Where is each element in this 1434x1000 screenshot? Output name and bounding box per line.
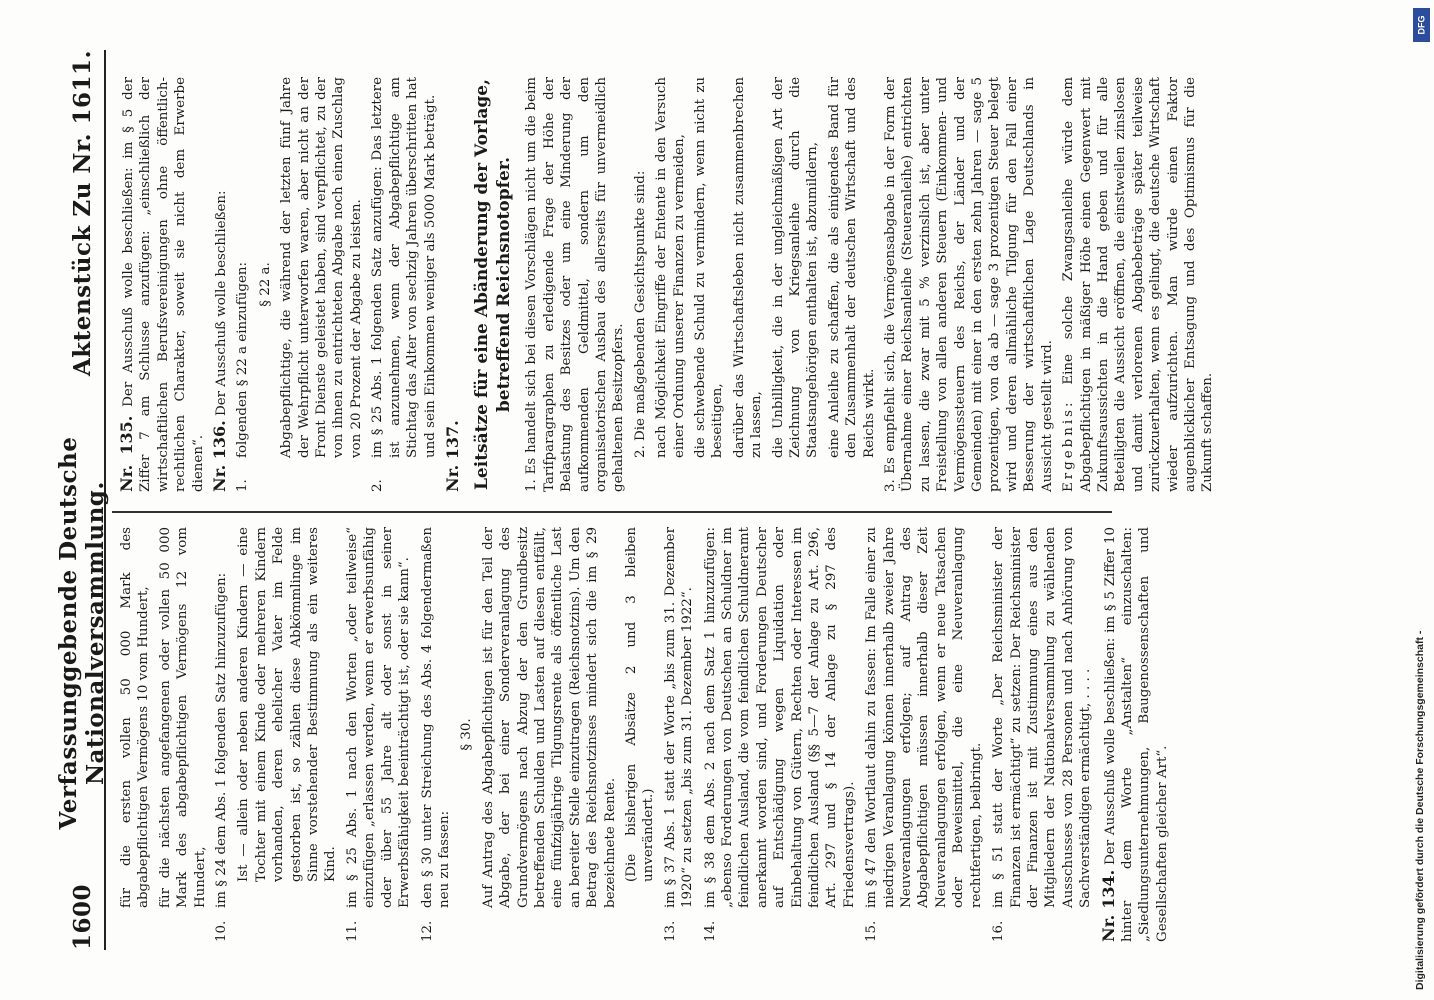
item-text: im § 24 dem Abs. 1 folgenden Satz hinzuzufügen: bbox=[214, 572, 230, 908]
list-item bbox=[990, 527, 1094, 942]
page-title: Verfassunggebende Deutsche Nationalversammlung. bbox=[55, 436, 109, 830]
item-text: im § 37 Abs. 1 statt der Worte „bis zum 31. Dezember 1920“ zu setzen „bis zum 31. Dezember 1922“. bbox=[662, 527, 696, 908]
motion-text: Der Ausschuß wolle beschließen: im § 5 Ziffer 10 hinter dem Worte „Anstalten“ einzuschalten: „Siedlungsunternehmungen, Baugenossenschaften und Gesellschaften gleicher Art“. bbox=[1102, 527, 1170, 942]
item-text: den § 30 unter Streichung des Abs. 4 folgendermaßen neu zu fassen: bbox=[419, 527, 452, 908]
motion-text: Der Ausschuß wolle beschließen: im § 5 der Ziffer 7 am Schlusse anzufügen: „einschließlich der wirtschaftlichen Berufsvereinigungen ohne öffentlich-rechtlichen Charakter, soweit sie nicht dem Erwerbe dienen“. bbox=[121, 77, 206, 492]
section-text: Abgabepflichtige, die während der letzten fünf Jahre der Wehrpflicht unterworfen waren, aber nicht an der Front Dienste geleistet haben, sind verpflichtet, zu der von ihnen zu entrichteten Abgabe noch einen Zuschlag von 20 Prozent der Abgabe zu leisten. bbox=[279, 77, 364, 458]
motion-number: Nr. 134. bbox=[1098, 869, 1118, 942]
item-number: 14. bbox=[702, 920, 718, 942]
credit-sidebar bbox=[1410, 0, 1434, 1000]
item-text: folgenden § 22 a einzufügen: bbox=[235, 261, 251, 458]
paragraph-3: 3. Es empfiehlt sich, die Vermögensabgabe in der Form der Übernahme einer Reichsanleihe (Steueranleihe) entrichten zu lassen, die zwar mit 5 % verzinslich ist, aber unter Freistellung von allen anderen Steuern (Einkommen- und Vermögenssteuern des Reichs, der Länder und der Gemeinden) mit einer in den ersten zehn Jahren — sage 5 prozentigen, von da ab — sage 3 prozentigen Steuer belegt wird und deren allmähliche Tilgung für den Fall einer Besserung der wirtschaftlichen Lage Deutschlands in Aussicht gestellt wird. bbox=[883, 77, 1055, 492]
list-item bbox=[234, 77, 251, 492]
motion-number: Nr. 136. bbox=[210, 420, 230, 492]
list-item: die Unbilligkeit, die in der ungleichmäßigen Art der Zeichnung von Kriegsanleihe durch die Staatsangehörigen enthalten ist, abzumildern, bbox=[770, 77, 821, 458]
paragraph-2: 2. Die maßgebenden Gesichtspunkte sind: bbox=[632, 170, 648, 458]
document-reference: Aktenstück Zu Nr. 1611. bbox=[68, 50, 96, 377]
item-number: 16. bbox=[991, 920, 1007, 942]
item-quote: Ist — allein oder neben anderen Kindern — eine Tochter mit einem Kinde oder mehreren Kindern vorhanden, deren ehelicher Vater im Felde gestorben ist, so zählen diese Abkömmlinge im Sinne vorstehender Bestimmung als ein weiteres Kind. bbox=[236, 527, 339, 882]
item-text: im § 25 Abs. 1 nach den Worten „oder teilweise“ einzufügen „erlassen werden, wenn er erwerbsunfähig oder über 55 Jahre alt oder sonst in seiner Erwerbsfähigkeit beeinträchtigt ist, oder sie kann“. bbox=[344, 527, 413, 908]
item-text: im § 51 statt der Worte „Der Reichsminister der Finanzen ist ermächtigt“ zu setzen: Der Reichsminister der Finanzen ist mit Zustimmung eines aus den Mitgliedern der Nationalversammlung zu wählenden Ausschusses von 28 Personen und nach Anhörung von Sachverständigen ermächtigt, . . . . bbox=[991, 527, 1094, 908]
section-heading: § 22 a. bbox=[257, 262, 273, 307]
dfg-label: DFG bbox=[1416, 15, 1427, 35]
intro-text-1: für die ersten vollen 50 000 Mark des abgabepflichtigen Vermögens 10 vom Hundert, bbox=[119, 527, 152, 908]
list-item: die schwebende Schuld zu vermindern, wenn nicht zu beseitigen, bbox=[692, 77, 726, 458]
paragraph-4 bbox=[1060, 77, 1217, 492]
right-column bbox=[118, 77, 1221, 492]
left-column bbox=[118, 527, 1175, 942]
motion-134 bbox=[1100, 527, 1172, 942]
intro-text-2: für die nächsten angefangenen oder vollen 50 000 Mark des abgabepflichtigen Vermögens 12 vom Hundert, bbox=[157, 527, 208, 908]
item-text: im § 47 den Wortlaut dahin zu fassen: Im Falle einer zu niedrigen Veranlagung können innerhalb zweier Jahre Neuveranlagungen erfolgen; auf Antrag des Abgabepflichtigen müssen innerhalb dieser Zeit Neuveranlagungen erfolgen, wenn er neue Tatsachen oder Beweismittel, die eine Neuveranlagung rechtfertigen, beibringt. bbox=[864, 527, 984, 908]
item-number: 12. bbox=[419, 920, 435, 942]
item-number: 15. bbox=[864, 920, 880, 942]
motion-number: Nr. 137. bbox=[442, 420, 462, 492]
section-heading: § 30. bbox=[459, 718, 475, 751]
list-item: nach Möglichkeit Eingriffe der Entente in den Versuch einer Ordnung unserer Finanzen zu vermeiden, bbox=[654, 77, 687, 458]
document-page bbox=[55, 50, 1434, 950]
item-number: 13. bbox=[662, 920, 678, 942]
list-item bbox=[662, 527, 697, 942]
item-number: 11. bbox=[344, 920, 360, 942]
motion-number: Nr. 135. bbox=[117, 415, 136, 492]
list-item bbox=[344, 527, 414, 942]
result-text: Eine solche Zwangsanleihe würde dem Abgabepflichtigen in mäßiger Höhe einen Gegenwert mit Zukunftsaussichten in die Hand geben und für alle Beteiligten die Aussicht eröffnen, die einstweilen zinslosen und damit verlorenen Abgabebeträge später teilweise zurückzuerhalten, wenn es gelingt, die deutsche Wirtschaft wieder aufzurichten. Man würde einen Faktor augenblicklicher Entsagung und des Optimismus für die Zukunft schaffen. bbox=[1061, 77, 1216, 492]
list-item: eine Anleihe zu schaffen, die als einigendes Band für den Zusammenhalt der deutschen Wirtschaft und des Reichs wirkt. bbox=[826, 77, 877, 458]
item-number: 10. bbox=[214, 920, 230, 942]
column-divider bbox=[112, 511, 1112, 513]
motion-135 bbox=[118, 77, 207, 492]
section-text: Auf Antrag des Abgabepflichtigen ist für den Teil der Abgabe, der bei einer Sonderveranlagung des Grundvermögens nach Abzug der den Grundbesitz betreffenden Schulden und Lasten auf diesen entfällt, eine fünfzigjährige Tilgungsrente als öffentliche Last an bereiter Stelle einzutragen (Reichsnotzins). Um den Betrag des Reichsnotzinses mindert sich die im § 29 bezeichnete Rente. bbox=[480, 527, 618, 908]
item-text: im § 25 Abs. 1 folgenden Satz anzufügen: Das letztere ist anzunehmen, wenn der Abgabepflichtige am Stichtag das Alter von sechzig Jahren überschritten hat und sein Einkommen weniger als 5000 Mark beträgt. bbox=[370, 77, 438, 458]
list-item bbox=[213, 527, 230, 942]
list-item: darüber das Wirtschaftsleben nicht zusammenbrechen zu lassen, bbox=[731, 77, 765, 458]
digitization-credit: Digitalisierung gefördert durch die Deutsche Forschungsgemeinschaft - bbox=[1414, 630, 1426, 990]
motion-text: Der Ausschuß wolle beschließen: bbox=[214, 190, 230, 417]
item-number: 2. bbox=[370, 479, 386, 492]
list-item bbox=[863, 527, 985, 942]
motion-137 bbox=[444, 77, 463, 492]
item-number: 1. bbox=[235, 479, 251, 492]
list-item bbox=[702, 527, 859, 942]
page-number: 1600 bbox=[68, 883, 96, 950]
paragraph-1: 1. Es handelt sich bei diesen Vorschlägen nicht um die beim Tarifparagraphen zu erledigende Frage der Höhe der Belastung des Besitzes oder um eine Minderung der aufkommenden Geldmittel, sondern um den organisatorischen Ausbau des allerseits für unvermeidlich gehaltenen Besitzopfers. bbox=[524, 77, 627, 492]
list-item bbox=[369, 77, 439, 492]
motion-heading: Leitsätze für eine Abänderung der Vorlage, betreffend Reichsnotopfer. bbox=[472, 78, 515, 491]
list-item bbox=[419, 527, 454, 942]
result-label: Ergebnis: bbox=[1061, 399, 1077, 492]
page-header bbox=[55, 50, 109, 950]
rotated-page-content bbox=[55, 50, 1434, 950]
item-text: im § 38 dem Abs. 2 nach dem Satz 1 hinzuzufügen: „ebenso Forderungen von Deutschen an Schuldner im feindlichen Ausland, die vom feindlichen Schuldneramt anerkannt worden sind, und Forderungen Deutscher auf Entschädigung wegen Liquidation oder Einbehaltung von Gütern, Rechten oder Interessen im feindlichen Ausland (§§ 5—7 der Anlage zu Art. 296, Art. 297 und § 14 der Anlage zu § 297 des Friedensvertrags). bbox=[702, 527, 857, 908]
section-note: (Die bisherigen Absätze 2 und 3 bleiben unverändert.) bbox=[623, 527, 657, 882]
motion-136 bbox=[211, 77, 230, 492]
